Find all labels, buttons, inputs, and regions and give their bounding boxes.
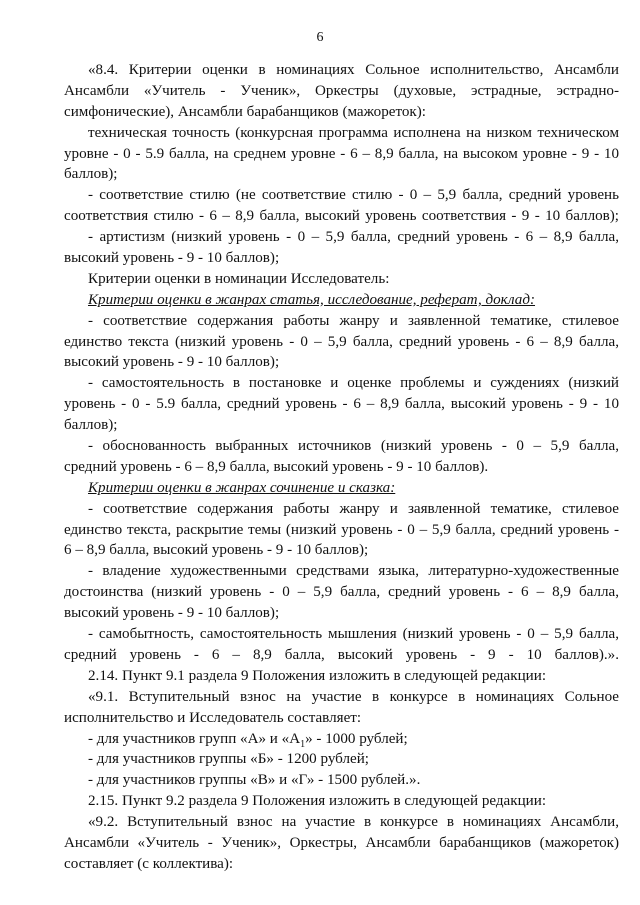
text-line [64, 164, 619, 185]
text-line-content: «9.1. Вступительный взнос на участие в конкурсе в номинациях Сольное [88, 688, 619, 705]
text-line [64, 645, 619, 666]
text-line-tail: » - 1000 рублей; [305, 730, 408, 747]
text-line-content: - соответствие содержания работы жанру и заявленной тематике, стилевое [88, 500, 619, 517]
text-line-content: баллов); [64, 166, 118, 183]
text-line-content: - для участников группы «Б» - 1200 рублей; [88, 751, 369, 768]
text-line-content: уровне - 0 - 5.9 балла, на среднем уровне - 6 – 8,9 балла, на высоком уровне - 9 - 10 [64, 145, 619, 162]
text-line-content: - обоснованность выбранных источников (низкий уровень - 0 – 5,9 балла, [88, 438, 619, 455]
text-line-content: 2.15. Пункт 9.2 раздела 9 Положения изложить в следующей редакции: [88, 793, 547, 810]
text-line [64, 687, 619, 708]
text-line [64, 854, 619, 875]
text-line-content: единство текста (низкий уровень - 0 – 5,9 балла, средний уровень - 6 – 8,9 балла, [64, 333, 619, 350]
text-line-content: техническая точность (конкурсная программа исполнена на низком техническом [88, 124, 619, 141]
text-line-content: средний уровень - 6 – 8,9 балла, высокий уровень - 9 - 10 баллов). [64, 458, 489, 475]
text-line [64, 770, 619, 791]
text-line-content: единство текста, раскрытие темы (низкий уровень - 0 – 5,9 балла, средний уровень - [64, 521, 619, 538]
text-line [64, 102, 619, 123]
document-body [64, 60, 619, 875]
text-line-content: высокий уровень - 9 - 10 баллов); [64, 354, 280, 371]
text-line [64, 290, 619, 311]
text-line [64, 394, 619, 415]
text-line-content: Ансамбли «Учитель - Ученик», Оркестры (духовые, эстрадные, эстрадно- [64, 82, 619, 99]
text-line [64, 624, 619, 645]
subscript: 1 [300, 738, 306, 750]
text-line [64, 666, 619, 687]
text-line-content: - для участников групп «А» и «А [88, 730, 301, 747]
text-line [64, 791, 619, 812]
text-line-content: высокий уровень - 9 - 10 баллов); [64, 250, 280, 267]
text-line [64, 227, 619, 248]
text-line [64, 833, 619, 854]
text-line [64, 123, 619, 144]
text-line-content: 2.14. Пункт 9.1 раздела 9 Положения изложить в следующей редакции: [88, 667, 547, 684]
text-line [64, 415, 619, 436]
text-line-content: - артистизм (низкий уровень - 0 – 5,9 балла, средний уровень - 6 – 8,9 балла, [88, 229, 619, 246]
text-line-content: - соответствие стилю (не соответствие стилю - 0 – 5,9 балла, средний уровень [88, 187, 619, 204]
text-line [64, 311, 619, 332]
text-line [64, 499, 619, 520]
text-line [64, 81, 619, 102]
page-number: 6 [316, 30, 324, 45]
text-line-content: Ансамбли «Учитель - Ученик», Оркестры, Ансамбли барабанщиков (мажореток) [64, 834, 619, 851]
text-line [64, 352, 619, 373]
text-line [64, 185, 619, 206]
text-line [64, 582, 619, 603]
text-line [64, 373, 619, 394]
text-line [64, 708, 619, 729]
text-line-content: средний уровень - 6 – 8,9 балла, высокий уровень - 9 - 10 баллов).». [64, 646, 619, 663]
text-line [64, 206, 619, 227]
text-line-content: соответствия стилю - 6 – 8,9 балла, высокий уровень соответствия - 9 - 10 баллов); [64, 208, 619, 225]
text-line [64, 561, 619, 582]
text-line-content: достоинства (низкий уровень - 0 – 5,9 балла, средний уровень - 6 – 8,9 балла, [64, 584, 619, 601]
section-heading: Критерии оценки в жанрах статья, исследование, реферат, доклад: [88, 291, 536, 308]
text-line-content: - соответствие содержания работы жанру и заявленной тематике, стилевое [88, 312, 619, 329]
text-line-content: - самобытность, самостоятельность мышления (низкий уровень - 0 – 5,9 балла, [88, 626, 619, 643]
text-line [64, 603, 619, 624]
text-line [64, 749, 619, 770]
text-line-content: 6 – 8,9 балла, высокий уровень - 9 - 10 баллов); [64, 542, 369, 559]
text-line [64, 332, 619, 353]
text-line-content: «9.2. Вступительный взнос на участие в конкурсе в номинациях Ансамбли, [88, 814, 619, 831]
text-line [64, 457, 619, 478]
text-line [64, 60, 619, 81]
text-line-content: симфонические), Ансамбли барабанщиков (мажореток): [64, 103, 426, 120]
text-line-content: высокий уровень - 9 - 10 баллов); [64, 605, 280, 622]
section-heading: Критерии оценки в жанрах сочинение и сказка: [88, 479, 396, 496]
text-line-content: уровень - 0 - 5.9 балла, средний уровень - 6 – 8,9 балла, высокий уровень - 9 - 10 [64, 396, 619, 413]
text-line-content: - для участников группы «В» и «Г» - 1500 рублей.». [88, 772, 421, 789]
text-line [64, 729, 619, 750]
text-line [64, 269, 619, 290]
text-line-content: составляет (с коллектива): [64, 855, 234, 872]
text-line-content: - самостоятельность в постановке и оценке проблемы и суждениях (низкий [88, 375, 619, 392]
text-line [64, 540, 619, 561]
text-line [64, 478, 619, 499]
text-line-content: исполнительство и Исследователь составляет: [64, 709, 362, 726]
text-line [64, 144, 619, 165]
text-line [64, 436, 619, 457]
text-line-content: «8.4. Критерии оценки в номинациях Сольное исполнительство, Ансамбли [88, 62, 619, 78]
text-line-content: - владение художественными средствами языка, литературно-художественные [88, 563, 619, 580]
text-line-content: Критерии оценки в номинации Исследователь: [88, 270, 390, 287]
text-line [64, 812, 619, 833]
text-line [64, 248, 619, 269]
text-line-content: баллов); [64, 417, 118, 434]
text-line [64, 520, 619, 541]
